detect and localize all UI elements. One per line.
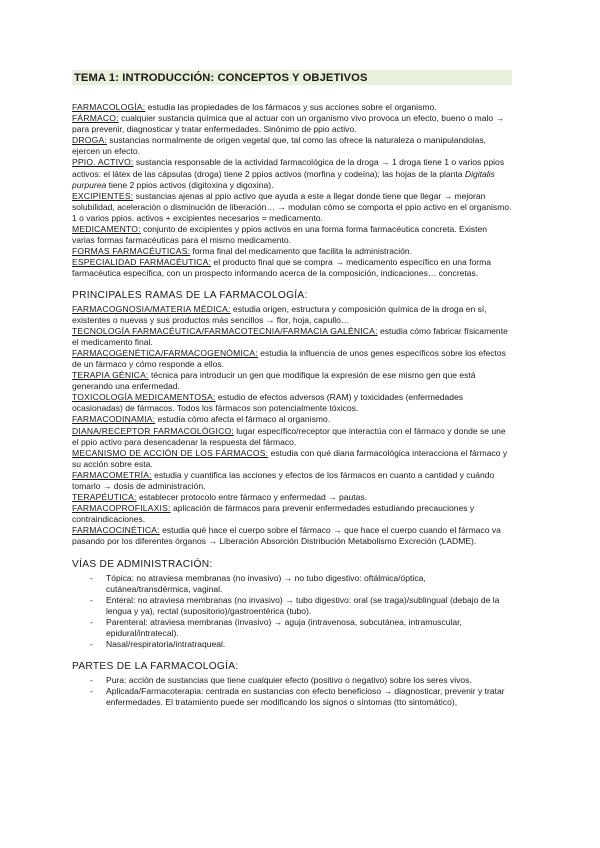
definition-ppio-activo bbox=[72, 157, 512, 190]
rama-item bbox=[72, 326, 512, 348]
definition-term: ESPECIALIDAD FARMACÉUTICA: bbox=[72, 257, 212, 268]
definition-text: conjunto de excipientes y ppios activos en una forma forma farmacéutica concreta. Existen varias formas farmacéuticas para el mismo medicamento. bbox=[72, 224, 488, 246]
rama-item bbox=[72, 304, 512, 326]
list-item bbox=[72, 686, 512, 708]
bullet-dash: - bbox=[90, 675, 93, 686]
bullet-dash: - bbox=[90, 594, 93, 605]
definition-term: PPIO. ACTIVO: bbox=[72, 157, 134, 168]
rama-item bbox=[72, 470, 512, 492]
definition-medicamento bbox=[72, 224, 512, 246]
definition-text: sustancia responsable de la actividad farmacológica de la droga → 1 droga tiene 1 o varios ppios activos: el látex de las cápsulas (droga) tiene 2 ppios activos (morfina y codeína); las hojas de la planta bbox=[72, 157, 505, 179]
parte-text: Aplicada/Farmacoterapia: centrada en sustancias con efecto beneficioso → diagnosticar, prevenir y tratar enfermedades. El tratamiento puede ser modificando los signos o síntomas (tto sintomático), bbox=[106, 686, 505, 708]
via-text: Parenteral: atraviesa membranas (invasivo) → aguja (intravenosa, subcutánea, intramuscular, epidural/intratecal). bbox=[106, 616, 462, 639]
rama-item bbox=[72, 448, 512, 470]
rama-text: estudia la influencia de unos genes específicos sobre los efectos de un fármaco y cómo responde a ellos. bbox=[72, 347, 506, 369]
partes-list bbox=[72, 675, 512, 708]
definition-especialidad bbox=[72, 257, 512, 279]
definition-farmaco bbox=[72, 113, 512, 135]
rama-term: TECNOLOGÍA FARMACÉUTICA/FARMACOTECNIA/FARMACIA GALÉNICA: bbox=[72, 325, 378, 336]
definition-term: FORMAS FARMACÉUTICAS: bbox=[72, 246, 191, 257]
rama-term: FARMACODINAMIA: bbox=[72, 414, 156, 425]
definition-text: forma final del medicamento que facilita la administración. bbox=[190, 246, 413, 257]
rama-term: TERAPIA GÉNICA: bbox=[72, 370, 149, 381]
rama-term: TERAPÉUTICA: bbox=[72, 492, 137, 503]
via-text: Tópica: no atraviesa membranas (no invasivo) → no tubo digestivo: oftálmica/óptica, cutánea/transdérmica, vaginal. bbox=[106, 572, 426, 594]
definition-term: FARMACOLOGÍA: bbox=[72, 102, 146, 112]
definition-excipientes bbox=[72, 191, 512, 224]
rama-item bbox=[72, 414, 512, 425]
ramas-heading: PRINCIPALES RAMAS DE LA FARMACOLOGÍA: bbox=[72, 289, 308, 301]
definition-text: el producto final que se compra → medicamento específico en una forma farmacéutica específica, con un prospecto informando acerca de la composición, indicaciones… concretas. bbox=[72, 257, 491, 279]
rama-text: estudia origen, estructura y composición química de la droga en sí, existentes o nuevas y sus productos más sencillos → flor, hoja, capullo… bbox=[72, 303, 487, 325]
list-item bbox=[72, 639, 512, 650]
ramas-list bbox=[72, 304, 512, 548]
rama-item bbox=[72, 348, 512, 370]
list-item bbox=[72, 595, 512, 617]
rama-term: TOXICOLOGÍA MEDICAMENTOSA: bbox=[72, 392, 216, 403]
list-item bbox=[72, 573, 512, 595]
rama-text: estudia cómo fabricar físicamente el medicamento final. bbox=[72, 325, 508, 347]
rama-item bbox=[72, 492, 512, 503]
rama-term: FARMACOCINÉTICA: bbox=[72, 525, 160, 536]
rama-text: técnica para introducir un gen que modifique la expresión de ese mismo gen que está generando una enfermedad. bbox=[72, 370, 476, 392]
definition-formas bbox=[72, 246, 512, 257]
rama-item bbox=[72, 370, 512, 392]
rama-item bbox=[72, 503, 512, 525]
rama-text: lugar específico/receptor que interactúa con el fármaco y donde se une el ppio activo para desencadenar la respuesta del fármaco. bbox=[72, 425, 506, 447]
via-text: Nasal/respiratoria/intratraqueal. bbox=[106, 639, 226, 650]
definition-term: EXCIPIENTES: bbox=[72, 190, 134, 201]
definition-droga bbox=[72, 135, 512, 157]
definition-term: DROGA: bbox=[72, 135, 107, 146]
bullet-dash: - bbox=[90, 639, 93, 650]
rama-text: estudia y cuantifica las acciones y efectos de los fármacos en cuanto a cantidad y cuándo tomarlo → dosis de administración. bbox=[72, 469, 495, 491]
partes-heading: PARTES DE LA FARMACOLOGÍA: bbox=[72, 661, 239, 673]
rama-item bbox=[72, 525, 512, 547]
rama-term: FARMACOGENÉTICA/FARMACOGENÓMICA: bbox=[72, 347, 258, 358]
rama-item bbox=[72, 426, 512, 448]
rama-item bbox=[72, 392, 512, 414]
rama-term: FARMACOMETRÍA: bbox=[72, 469, 152, 480]
rama-term: FARMACOPROFILAXIS: bbox=[72, 503, 171, 514]
definitions-list bbox=[72, 102, 512, 280]
definition-italic: Digitalis purpurea bbox=[72, 168, 495, 190]
rama-text: estudio de efectos adversos (RAM) y toxicidades (enfermedades ocasionadas) de fármacos. Todos los fármacos son potencialmente tóxicos. bbox=[72, 392, 464, 414]
vias-list bbox=[72, 573, 512, 651]
rama-term: FARMACOGNOSIA/MATERIA MÉDICA: bbox=[72, 303, 231, 314]
definition-term: FÁRMACO: bbox=[72, 113, 119, 124]
definition-text-2: tiene 2 ppios activos (digitoxina y digoxina). bbox=[106, 179, 274, 190]
document-page bbox=[72, 70, 512, 709]
definition-farmacologia bbox=[72, 102, 512, 113]
parte-text: Pura: acción de sustancias que tiene cualquier efecto (positivo o negativo) sobre los seres vivos. bbox=[106, 675, 472, 686]
rama-text: estudia cómo afecta el fármaco al organismo. bbox=[155, 414, 331, 425]
bullet-dash: - bbox=[90, 572, 93, 583]
bullet-dash: - bbox=[90, 686, 93, 697]
definition-text: sustancias ajenas al ppio activo que ayuda a este a llegar donde tiene que llegar → mejoran solubilidad, aceleración o disminución de liberación… → modulan cómo se comporta el ppio activo en el organismo. 1 o varios ppios. activos + excipientes necesarios = medicamento. bbox=[72, 190, 512, 223]
page-title: TEMA 1: INTRODUCCIÓN: CONCEPTOS Y OBJETIVOS bbox=[72, 70, 512, 85]
list-item bbox=[72, 675, 512, 686]
list-item bbox=[72, 617, 512, 639]
rama-text: aplicación de fármacos para prevenir enfermedades estudiando precauciones y contraindicaciones. bbox=[72, 503, 475, 525]
rama-term: DIANA/RECEPTOR FARMACOLÓGICO: bbox=[72, 425, 234, 436]
definition-term: MEDICAMENTO: bbox=[72, 224, 141, 235]
via-text: Enteral: no atraviesa membranas (no invasivo) → tubo digestivo: oral (se traga)/sublingual (debajo de la lengua y ya), rectal (supositorio)/gastroentérica (tubo). bbox=[106, 594, 500, 616]
rama-text: estudia con qué diana farmacológica interacciona el fármaco y su acción sobre esta. bbox=[72, 447, 508, 469]
definition-text: cualquier sustancia química que al actuar con un organismo vivo provoca un efecto, bueno o malo → para prevenir, diagnosticar y tratar enfermedades. Sinónimo de ppio activo. bbox=[72, 113, 505, 135]
rama-term: MECANISMO DE ACCIÓN DE LOS FÁRMACOS: bbox=[72, 447, 269, 458]
bullet-dash: - bbox=[90, 616, 93, 627]
rama-text: establecer protocolo entre fármaco y enfermedad → pautas. bbox=[136, 492, 368, 503]
definition-text: sustancias normalmente de origen vegetal que, tal como las ofrece la naturaleza o manipulandolas, ejercen un efecto. bbox=[72, 135, 487, 157]
vias-heading: VÍAS DE ADMINISTRACIÓN: bbox=[72, 558, 213, 570]
definition-text: estudia las propiedades de los fármacos y sus acciones sobre el organismo. bbox=[145, 102, 437, 112]
rama-text: estudia qué hace el cuerpo sobre el fármaco → que hace el cuerpo cuando el fármaco va pasando por los diferentes órganos → Liberación Absorción Distribución Metabolismo Excreción (LADME). bbox=[72, 525, 501, 547]
